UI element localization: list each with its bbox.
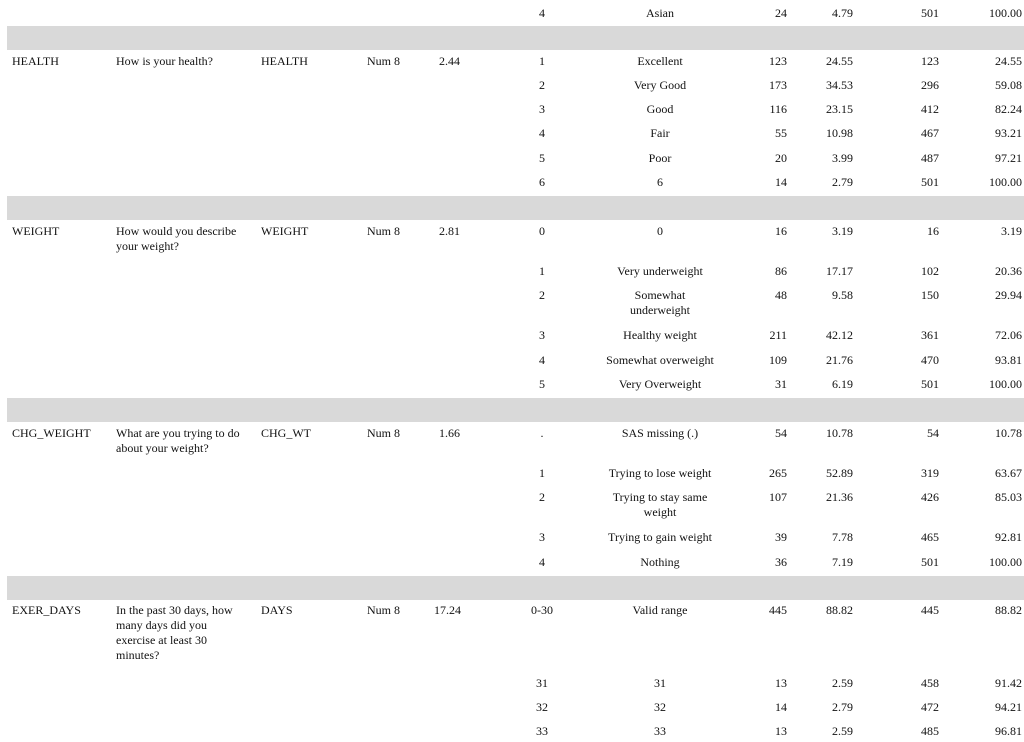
percent: 42.12 [826,328,853,342]
value-label: Trying to gain weight [608,530,712,544]
value-code: 6 [539,175,545,189]
value-code: 4 [539,555,545,569]
value-label: Somewhat overweight [606,353,714,367]
percent: 7.78 [832,530,853,544]
percent: 4.79 [832,6,853,20]
value-label: Somewhat underweight [630,288,690,317]
percent: 6.19 [832,377,853,391]
percent: 17.17 [826,264,853,278]
frequency: 31 [775,377,787,391]
frequency: 86 [775,264,787,278]
frequency: 14 [775,700,787,714]
mean-value: 2.44 [439,54,460,68]
cumulative-percent: 82.24 [995,102,1022,116]
cumulative-percent: 3.19 [1001,224,1022,238]
cumulative-frequency: 123 [921,54,939,68]
frequency: 107 [769,490,787,504]
cumulative-frequency: 487 [921,151,939,165]
question-text: How is your health? [116,54,213,68]
cumulative-frequency: 319 [921,466,939,480]
variable-label: CHG_WT [261,426,311,440]
frequency: 24 [775,6,787,20]
cumulative-percent: 72.06 [995,328,1022,342]
cumulative-percent: 97.21 [995,151,1022,165]
value-code: 4 [539,6,545,20]
cumulative-percent: 10.78 [995,426,1022,440]
variable-name: CHG_WEIGHT [12,426,91,440]
value-label: Healthy weight [623,328,697,342]
question-text: In the past 30 days, how many days did you exercise at least 30 minutes? [116,603,233,662]
value-code: 0-30 [531,603,553,617]
frequency: 211 [769,328,787,342]
value-label: SAS missing (.) [621,426,699,440]
cumulative-percent: 100.00 [989,6,1022,20]
frequency: 445 [769,603,787,617]
value-label: 33 [654,724,666,738]
value-code: 5 [539,151,545,165]
percent: 2.59 [832,676,853,690]
percent: 9.58 [832,288,853,302]
value-code: 1 [539,466,545,480]
value-code: 0 [539,224,545,238]
percent: 3.19 [832,224,853,238]
section-divider [7,26,1024,50]
cumulative-frequency: 445 [921,603,939,617]
cumulative-frequency: 150 [921,288,939,302]
value-code: 1 [539,264,545,278]
value-code: 32 [536,700,548,714]
cumulative-percent: 93.81 [995,353,1022,367]
frequency: 54 [775,426,787,440]
value-label: 6 [657,175,663,189]
cumulative-frequency: 501 [921,6,939,20]
frequency: 13 [775,724,787,738]
frequency: 16 [775,224,787,238]
percent: 10.78 [826,426,853,440]
cumulative-frequency: 102 [921,264,939,278]
variable-name: EXER_DAYS [12,603,81,617]
cumulative-percent: 91.42 [995,676,1022,690]
value-code: 2 [539,490,545,504]
cumulative-frequency: 426 [921,490,939,504]
value-code: 2 [539,78,545,92]
cumulative-percent: 100.00 [989,175,1022,189]
cumulative-percent: 20.36 [995,264,1022,278]
percent: 88.82 [826,603,853,617]
cumulative-frequency: 16 [927,224,939,238]
cumulative-frequency: 501 [921,175,939,189]
frequency: 265 [769,466,787,480]
value-code: 3 [539,328,545,342]
value-code: . [540,426,544,440]
variable-label: DAYS [261,603,293,617]
value-code: 4 [539,353,545,367]
value-label: Very Overweight [618,377,702,391]
frequency: 109 [769,353,787,367]
percent: 52.89 [826,466,853,480]
value-label: 32 [654,700,666,714]
cumulative-percent: 59.08 [995,78,1022,92]
frequency: 20 [775,151,787,165]
question-text: How would you describe your weight? [116,224,237,253]
cumulative-percent: 96.81 [995,724,1022,738]
value-label: 0 [657,224,663,238]
percent: 3.99 [832,151,853,165]
value-label: Valid range [632,603,688,617]
cumulative-percent: 100.00 [989,377,1022,391]
value-label: Excellent [637,54,683,68]
cumulative-percent: 100.00 [989,555,1022,569]
value-label: Poor [648,151,672,165]
variable-name: WEIGHT [12,224,60,238]
percent: 7.19 [832,555,853,569]
frequency: 36 [775,555,787,569]
percent: 21.76 [826,353,853,367]
variable-type: Num 8 [367,224,400,238]
percent: 23.15 [826,102,853,116]
frequency: 48 [775,288,787,302]
value-label: Very underweight [617,264,703,278]
value-label: Trying to lose weight [608,466,712,480]
mean-value: 17.24 [434,603,461,617]
frequency: 14 [775,175,787,189]
variable-type: Num 8 [367,54,400,68]
frequency: 39 [775,530,787,544]
frequency: 55 [775,126,787,140]
cumulative-percent: 63.67 [995,466,1022,480]
variable-type: Num 8 [367,426,400,440]
cumulative-percent: 88.82 [995,603,1022,617]
cumulative-frequency: 501 [921,377,939,391]
section-divider [7,398,1024,422]
value-code: 31 [536,676,548,690]
percent: 2.59 [832,724,853,738]
percent: 21.36 [826,490,853,504]
value-code: 1 [539,54,545,68]
value-code: 4 [539,126,545,140]
mean-value: 1.66 [439,426,460,440]
variable-type: Num 8 [367,603,400,617]
cumulative-percent: 85.03 [995,490,1022,504]
value-code: 33 [536,724,548,738]
cumulative-frequency: 458 [921,676,939,690]
cumulative-frequency: 54 [927,426,939,440]
cumulative-frequency: 485 [921,724,939,738]
percent: 2.79 [832,700,853,714]
value-label: 31 [654,676,666,690]
frequency: 123 [769,54,787,68]
cumulative-frequency: 361 [921,328,939,342]
section-divider [7,576,1024,600]
value-label: Trying to stay same weight [612,490,708,519]
cumulative-frequency: 412 [921,102,939,116]
cumulative-frequency: 472 [921,700,939,714]
frequency: 13 [775,676,787,690]
value-code: 3 [539,102,545,116]
cumulative-percent: 94.21 [995,700,1022,714]
value-label: Good [646,102,674,116]
value-code: 3 [539,530,545,544]
variable-label: WEIGHT [261,224,309,238]
cumulative-percent: 93.21 [995,126,1022,140]
section-divider [7,196,1024,220]
value-code: 5 [539,377,545,391]
cumulative-frequency: 501 [921,555,939,569]
value-code: 2 [539,288,545,302]
mean-value: 2.81 [439,224,460,238]
frequency: 173 [769,78,787,92]
cumulative-frequency: 465 [921,530,939,544]
variable-name: HEALTH [12,54,59,68]
cumulative-percent: 24.55 [995,54,1022,68]
variable-label: HEALTH [261,54,308,68]
cumulative-percent: 29.94 [995,288,1022,302]
value-label: Very Good [633,78,687,92]
value-label: Nothing [640,555,680,569]
percent: 34.53 [826,78,853,92]
cumulative-frequency: 467 [921,126,939,140]
cumulative-frequency: 296 [921,78,939,92]
frequency: 116 [769,102,787,116]
percent: 24.55 [826,54,853,68]
cumulative-percent: 92.81 [995,530,1022,544]
cumulative-frequency: 470 [921,353,939,367]
value-label: Asian [646,6,674,20]
percent: 10.98 [826,126,853,140]
value-label: Fair [650,126,670,140]
percent: 2.79 [832,175,853,189]
question-text: What are you trying to do about your weight? [116,426,240,455]
